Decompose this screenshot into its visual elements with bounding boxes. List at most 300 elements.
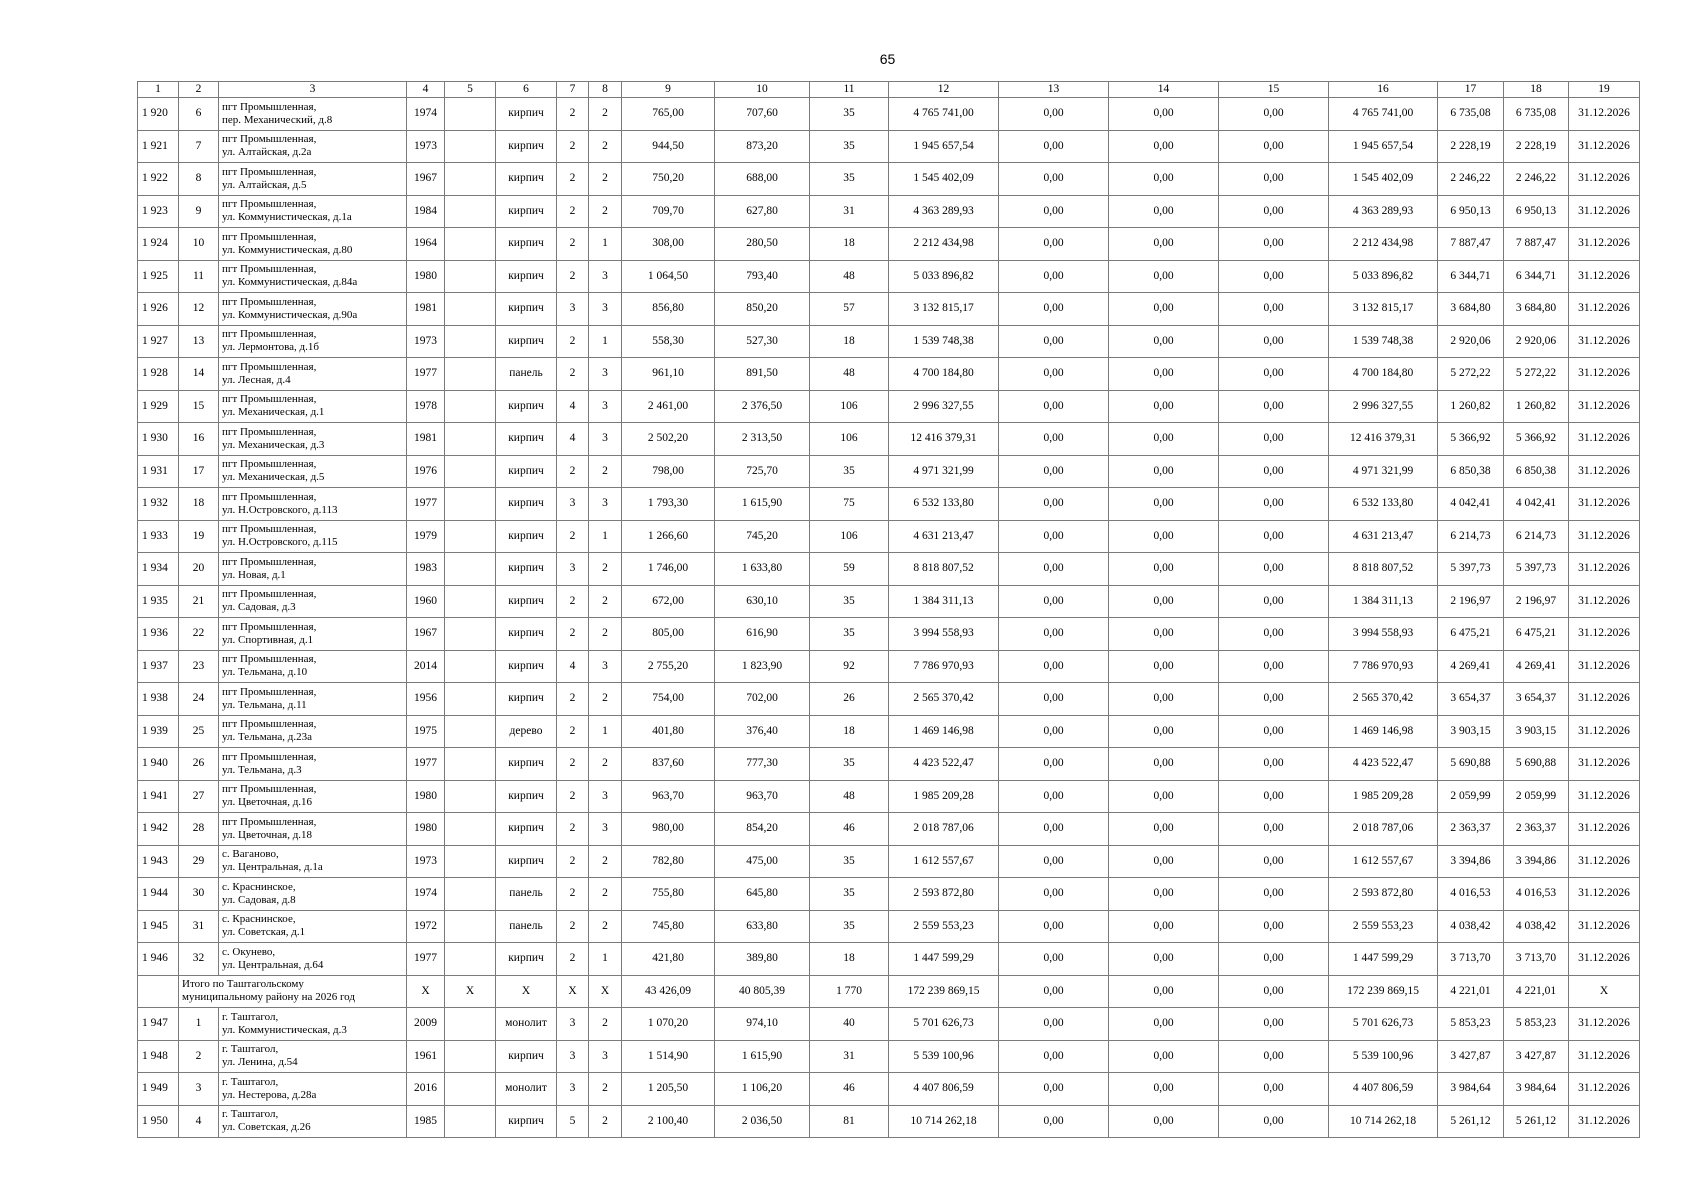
residents: 18	[810, 228, 889, 261]
max-unit-cost: 6 850,38	[1504, 455, 1569, 488]
address-locality: пгт Промышленная,	[222, 425, 317, 438]
total-area: 2 461,00	[622, 390, 715, 423]
year-last-repair	[445, 813, 496, 846]
wall-material: кирпич	[496, 455, 557, 488]
address-cell	[219, 195, 407, 228]
total-area: 308,00	[622, 228, 715, 261]
repair-cost-total: 5 539 100,96	[889, 1040, 999, 1073]
column-number: 17	[1438, 82, 1504, 98]
row-number: 1 942	[138, 813, 179, 846]
total-year-built: X	[407, 975, 445, 1008]
owners-cost: 1 384 311,13	[1329, 585, 1438, 618]
column-number: 2	[179, 82, 219, 98]
wall-material: панель	[496, 878, 557, 911]
address-street: пер. Механический, д.8	[222, 113, 333, 126]
fund-cost: 0,00	[999, 228, 1109, 261]
wall-material: панель	[496, 358, 557, 391]
address-street: ул. Коммунистическая, д.84а	[222, 276, 358, 289]
living-area: 280,50	[715, 228, 810, 261]
budget-cost: 0,00	[1109, 455, 1219, 488]
local-budget-cost: 0,00	[1219, 98, 1329, 131]
budget-cost: 0,00	[1109, 390, 1219, 423]
floors: 2	[557, 683, 589, 716]
fund-cost: 0,00	[999, 845, 1109, 878]
row-number: 1 944	[138, 878, 179, 911]
year-built: 1975	[407, 715, 445, 748]
table-row	[138, 130, 1640, 163]
column-number: 18	[1504, 82, 1569, 98]
budget-cost: 0,00	[1109, 618, 1219, 651]
year-last-repair	[445, 1105, 496, 1138]
floors: 3	[557, 1073, 589, 1106]
address-locality: пгт Промышленная,	[222, 263, 317, 276]
year-built: 1976	[407, 455, 445, 488]
floors: 2	[557, 813, 589, 846]
table-row	[138, 943, 1640, 976]
floors: 2	[557, 228, 589, 261]
planned-date: 31.12.2026	[1569, 813, 1640, 846]
year-last-repair	[445, 390, 496, 423]
residents: 35	[810, 748, 889, 781]
planned-date: 31.12.2026	[1569, 910, 1640, 943]
year-built: 1972	[407, 910, 445, 943]
fund-cost: 0,00	[999, 260, 1109, 293]
unit-cost: 6 735,08	[1438, 98, 1504, 131]
total-year-last-repair: X	[445, 975, 496, 1008]
residents: 31	[810, 1040, 889, 1073]
budget-cost: 0,00	[1109, 683, 1219, 716]
year-built: 1984	[407, 195, 445, 228]
row-number: 1 948	[138, 1040, 179, 1073]
address-street: ул. Механическая, д.5	[222, 471, 325, 484]
year-last-repair	[445, 780, 496, 813]
address-locality: г. Таштагол,	[222, 1108, 279, 1121]
address-street: ул. Новая, д.1	[222, 568, 286, 581]
local-number: 27	[179, 780, 219, 813]
living-area: 854,20	[715, 813, 810, 846]
living-area: 1 615,90	[715, 488, 810, 521]
max-unit-cost: 2 196,97	[1504, 585, 1569, 618]
year-last-repair	[445, 1040, 496, 1073]
unit-cost: 2 920,06	[1438, 325, 1504, 358]
total-label-line2: муниципальному району на 2026 год	[182, 991, 355, 1004]
fund-cost: 0,00	[999, 585, 1109, 618]
unit-cost: 2 363,37	[1438, 813, 1504, 846]
max-unit-cost: 4 269,41	[1504, 650, 1569, 683]
max-unit-cost: 4 038,42	[1504, 910, 1569, 943]
wall-material: кирпич	[496, 943, 557, 976]
fund-cost: 0,00	[999, 618, 1109, 651]
address-locality: с. Краснинское,	[222, 880, 296, 893]
max-unit-cost: 6 735,08	[1504, 98, 1569, 131]
table-row	[138, 455, 1640, 488]
local-number: 20	[179, 553, 219, 586]
fund-cost: 0,00	[999, 715, 1109, 748]
address-street: ул. Н.Островского, д.113	[222, 503, 338, 516]
fund-cost: 0,00	[999, 683, 1109, 716]
local-budget-cost: 0,00	[1219, 195, 1329, 228]
total-area: 1 746,00	[622, 553, 715, 586]
floors: 2	[557, 715, 589, 748]
max-unit-cost: 2 363,37	[1504, 813, 1569, 846]
budget-cost: 0,00	[1109, 878, 1219, 911]
row-number: 1 921	[138, 130, 179, 163]
residents: 18	[810, 715, 889, 748]
address-street: ул. Цветочная, д.16	[222, 796, 313, 809]
total-area: 745,80	[622, 910, 715, 943]
repair-cost-total: 5 701 626,73	[889, 1008, 999, 1041]
max-unit-cost: 2 059,99	[1504, 780, 1569, 813]
address-cell	[219, 650, 407, 683]
row-number: 1 925	[138, 260, 179, 293]
repair-cost-total: 4 423 522,47	[889, 748, 999, 781]
living-area: 2 036,50	[715, 1105, 810, 1138]
owners-cost: 1 612 557,67	[1329, 845, 1438, 878]
row-number: 1 941	[138, 780, 179, 813]
living-area: 777,30	[715, 748, 810, 781]
table-row	[138, 813, 1640, 846]
column-number: 15	[1219, 82, 1329, 98]
address-street: ул. Коммунистическая, д.1а	[222, 211, 352, 224]
local-number: 3	[179, 1073, 219, 1106]
address-locality: пгт Промышленная,	[222, 523, 317, 536]
fund-cost: 0,00	[999, 195, 1109, 228]
table-row	[138, 390, 1640, 423]
row-number: 1 937	[138, 650, 179, 683]
column-number: 4	[407, 82, 445, 98]
living-area: 389,80	[715, 943, 810, 976]
unit-cost: 4 016,53	[1438, 878, 1504, 911]
entrances: 3	[589, 488, 622, 521]
entrances: 3	[589, 390, 622, 423]
budget-cost: 0,00	[1109, 98, 1219, 131]
entrances: 2	[589, 1008, 622, 1041]
year-built: 1967	[407, 163, 445, 196]
local-budget-cost: 0,00	[1219, 293, 1329, 326]
column-number: 14	[1109, 82, 1219, 98]
unit-cost: 2 246,22	[1438, 163, 1504, 196]
address-locality: пгт Промышленная,	[222, 815, 317, 828]
address-cell	[219, 1073, 407, 1106]
address-locality: пгт Промышленная,	[222, 198, 317, 211]
address-cell	[219, 1105, 407, 1138]
address-cell	[219, 520, 407, 553]
budget-cost: 0,00	[1109, 293, 1219, 326]
entrances: 3	[589, 293, 622, 326]
repair-cost-total: 2 565 370,42	[889, 683, 999, 716]
owners-cost: 1 539 748,38	[1329, 325, 1438, 358]
address-cell	[219, 423, 407, 456]
local-number: 12	[179, 293, 219, 326]
address-street: ул. Тельмана, д.3	[222, 763, 302, 776]
living-area: 2 313,50	[715, 423, 810, 456]
fund-cost: 0,00	[999, 780, 1109, 813]
total-residents: 1 770	[810, 975, 889, 1008]
local-number: 16	[179, 423, 219, 456]
table-row	[138, 618, 1640, 651]
unit-cost: 6 214,73	[1438, 520, 1504, 553]
local-budget-cost: 0,00	[1219, 130, 1329, 163]
residents: 35	[810, 585, 889, 618]
unit-cost: 5 853,23	[1438, 1008, 1504, 1041]
living-area: 1 633,80	[715, 553, 810, 586]
address-cell	[219, 585, 407, 618]
fund-cost: 0,00	[999, 293, 1109, 326]
total-area: 798,00	[622, 455, 715, 488]
repair-cost-total: 1 469 146,98	[889, 715, 999, 748]
local-number: 11	[179, 260, 219, 293]
local-budget-cost: 0,00	[1219, 325, 1329, 358]
floors: 3	[557, 553, 589, 586]
table-row	[138, 260, 1640, 293]
entrances: 2	[589, 683, 622, 716]
budget-cost: 0,00	[1109, 1105, 1219, 1138]
address-street: ул. Центральная, д.1а	[222, 861, 323, 874]
budget-cost: 0,00	[1109, 813, 1219, 846]
total-area: 755,80	[622, 878, 715, 911]
total-area: 709,70	[622, 195, 715, 228]
wall-material: кирпич	[496, 260, 557, 293]
residents: 59	[810, 553, 889, 586]
planned-date: 31.12.2026	[1569, 455, 1640, 488]
repair-cost-total: 4 971 321,99	[889, 455, 999, 488]
wall-material: кирпич	[496, 650, 557, 683]
year-built: 1960	[407, 585, 445, 618]
budget-cost: 0,00	[1109, 1040, 1219, 1073]
year-last-repair	[445, 358, 496, 391]
entrances: 3	[589, 650, 622, 683]
owners-cost: 7 786 970,93	[1329, 650, 1438, 683]
empty-cell	[138, 975, 179, 1008]
total-wall-material: X	[496, 975, 557, 1008]
row-number: 1 932	[138, 488, 179, 521]
row-number: 1 949	[138, 1073, 179, 1106]
table-row	[138, 1105, 1640, 1138]
address-street: ул. Коммунистическая, д.3	[222, 1023, 347, 1036]
max-unit-cost: 3 903,15	[1504, 715, 1569, 748]
table-row	[138, 1008, 1640, 1041]
unit-cost: 3 984,64	[1438, 1073, 1504, 1106]
year-last-repair	[445, 98, 496, 131]
floors: 2	[557, 260, 589, 293]
row-number: 1 946	[138, 943, 179, 976]
year-built: 1973	[407, 325, 445, 358]
owners-cost: 4 407 806,59	[1329, 1073, 1438, 1106]
fund-cost: 0,00	[999, 910, 1109, 943]
owners-cost: 1 447 599,29	[1329, 943, 1438, 976]
repair-cost-total: 1 384 311,13	[889, 585, 999, 618]
entrances: 2	[589, 130, 622, 163]
budget-cost: 0,00	[1109, 650, 1219, 683]
residents: 46	[810, 813, 889, 846]
address-street: ул. Алтайская, д.2а	[222, 146, 312, 159]
floors: 3	[557, 1040, 589, 1073]
address-street: ул. Лермонтова, д.1б	[222, 341, 319, 354]
living-area: 376,40	[715, 715, 810, 748]
local-number: 7	[179, 130, 219, 163]
year-built: 1977	[407, 358, 445, 391]
floors: 2	[557, 878, 589, 911]
planned-date: 31.12.2026	[1569, 1008, 1640, 1041]
local-number: 6	[179, 98, 219, 131]
repair-cost-total: 2 018 787,06	[889, 813, 999, 846]
total-living-area: 40 805,39	[715, 975, 810, 1008]
wall-material: панель	[496, 910, 557, 943]
fund-cost: 0,00	[999, 488, 1109, 521]
register-table	[137, 81, 1640, 1138]
unit-cost: 3 394,86	[1438, 845, 1504, 878]
local-budget-cost: 0,00	[1219, 715, 1329, 748]
floors: 2	[557, 748, 589, 781]
unit-cost: 3 654,37	[1438, 683, 1504, 716]
total-area: 1 266,60	[622, 520, 715, 553]
local-budget-cost: 0,00	[1219, 878, 1329, 911]
year-last-repair	[445, 618, 496, 651]
total-row	[138, 975, 1640, 1008]
address-locality: пгт Промышленная,	[222, 165, 317, 178]
unit-cost: 6 475,21	[1438, 618, 1504, 651]
year-last-repair	[445, 455, 496, 488]
address-street: ул. Коммунистическая, д.80	[222, 243, 353, 256]
planned-date: 31.12.2026	[1569, 260, 1640, 293]
floors: 2	[557, 910, 589, 943]
fund-cost: 0,00	[999, 325, 1109, 358]
total-area: 401,80	[622, 715, 715, 748]
owners-cost: 4 971 321,99	[1329, 455, 1438, 488]
address-cell	[219, 98, 407, 131]
local-budget-cost: 0,00	[1219, 943, 1329, 976]
total-area: 2 100,40	[622, 1105, 715, 1138]
floors: 3	[557, 293, 589, 326]
table-row	[138, 293, 1640, 326]
planned-date: 31.12.2026	[1569, 293, 1640, 326]
owners-cost: 5 033 896,82	[1329, 260, 1438, 293]
unit-cost: 6 344,71	[1438, 260, 1504, 293]
wall-material: кирпич	[496, 195, 557, 228]
owners-cost: 4 423 522,47	[1329, 748, 1438, 781]
local-number: 31	[179, 910, 219, 943]
fund-cost: 0,00	[999, 130, 1109, 163]
year-built: 2014	[407, 650, 445, 683]
address-street: ул. Тельмана, д.23а	[222, 731, 312, 744]
residents: 106	[810, 520, 889, 553]
address-street: ул. Цветочная, д.18	[222, 828, 313, 841]
living-area: 1 823,90	[715, 650, 810, 683]
table-row	[138, 683, 1640, 716]
floors: 2	[557, 195, 589, 228]
residents: 48	[810, 260, 889, 293]
living-area: 1 106,20	[715, 1073, 810, 1106]
floors: 2	[557, 943, 589, 976]
total-repair-cost-total: 172 239 869,15	[889, 975, 999, 1008]
floors: 2	[557, 585, 589, 618]
total-entrances: X	[589, 975, 622, 1008]
table-row	[138, 585, 1640, 618]
column-number: 7	[557, 82, 589, 98]
max-unit-cost: 1 260,82	[1504, 390, 1569, 423]
address-cell	[219, 488, 407, 521]
local-number: 32	[179, 943, 219, 976]
year-last-repair	[445, 520, 496, 553]
local-number: 8	[179, 163, 219, 196]
planned-date: 31.12.2026	[1569, 228, 1640, 261]
total-area: 1 064,50	[622, 260, 715, 293]
total-max-unit-cost: 4 221,01	[1504, 975, 1569, 1008]
column-number: 5	[445, 82, 496, 98]
entrances: 3	[589, 358, 622, 391]
fund-cost: 0,00	[999, 553, 1109, 586]
column-number: 6	[496, 82, 557, 98]
floors: 2	[557, 780, 589, 813]
year-built: 1967	[407, 618, 445, 651]
living-area: 891,50	[715, 358, 810, 391]
budget-cost: 0,00	[1109, 780, 1219, 813]
local-budget-cost: 0,00	[1219, 683, 1329, 716]
living-area: 725,70	[715, 455, 810, 488]
total-area: 961,10	[622, 358, 715, 391]
fund-cost: 0,00	[999, 943, 1109, 976]
table-row	[138, 325, 1640, 358]
year-built: 1985	[407, 1105, 445, 1138]
repair-cost-total: 6 532 133,80	[889, 488, 999, 521]
repair-cost-total: 4 407 806,59	[889, 1073, 999, 1106]
repair-cost-total: 3 994 558,93	[889, 618, 999, 651]
table-row	[138, 910, 1640, 943]
owners-cost: 3 994 558,93	[1329, 618, 1438, 651]
max-unit-cost: 5 272,22	[1504, 358, 1569, 391]
year-last-repair	[445, 130, 496, 163]
local-budget-cost: 0,00	[1219, 1008, 1329, 1041]
repair-cost-total: 2 559 553,23	[889, 910, 999, 943]
max-unit-cost: 2 246,22	[1504, 163, 1569, 196]
floors: 2	[557, 358, 589, 391]
owners-cost: 2 996 327,55	[1329, 390, 1438, 423]
planned-date: 31.12.2026	[1569, 1105, 1640, 1138]
owners-cost: 4 631 213,47	[1329, 520, 1438, 553]
budget-cost: 0,00	[1109, 845, 1219, 878]
repair-cost-total: 5 033 896,82	[889, 260, 999, 293]
living-area: 2 376,50	[715, 390, 810, 423]
max-unit-cost: 5 366,92	[1504, 423, 1569, 456]
unit-cost: 3 713,70	[1438, 943, 1504, 976]
budget-cost: 0,00	[1109, 195, 1219, 228]
address-locality: пгт Промышленная,	[222, 393, 317, 406]
living-area: 707,60	[715, 98, 810, 131]
entrances: 2	[589, 618, 622, 651]
residents: 81	[810, 1105, 889, 1138]
unit-cost: 2 059,99	[1438, 780, 1504, 813]
entrances: 2	[589, 163, 622, 196]
total-area: 837,60	[622, 748, 715, 781]
planned-date: 31.12.2026	[1569, 585, 1640, 618]
max-unit-cost: 3 684,80	[1504, 293, 1569, 326]
address-locality: пгт Промышленная,	[222, 555, 317, 568]
max-unit-cost: 3 984,64	[1504, 1073, 1569, 1106]
address-locality: пгт Промышленная,	[222, 360, 317, 373]
floors: 2	[557, 520, 589, 553]
floors: 2	[557, 325, 589, 358]
column-number: 19	[1569, 82, 1640, 98]
fund-cost: 0,00	[999, 748, 1109, 781]
owners-cost: 3 132 815,17	[1329, 293, 1438, 326]
repair-cost-total: 4 765 741,00	[889, 98, 999, 131]
max-unit-cost: 6 214,73	[1504, 520, 1569, 553]
address-street: ул. Механическая, д.3	[222, 438, 325, 451]
address-cell	[219, 163, 407, 196]
budget-cost: 0,00	[1109, 163, 1219, 196]
address-cell	[219, 715, 407, 748]
planned-date: 31.12.2026	[1569, 98, 1640, 131]
